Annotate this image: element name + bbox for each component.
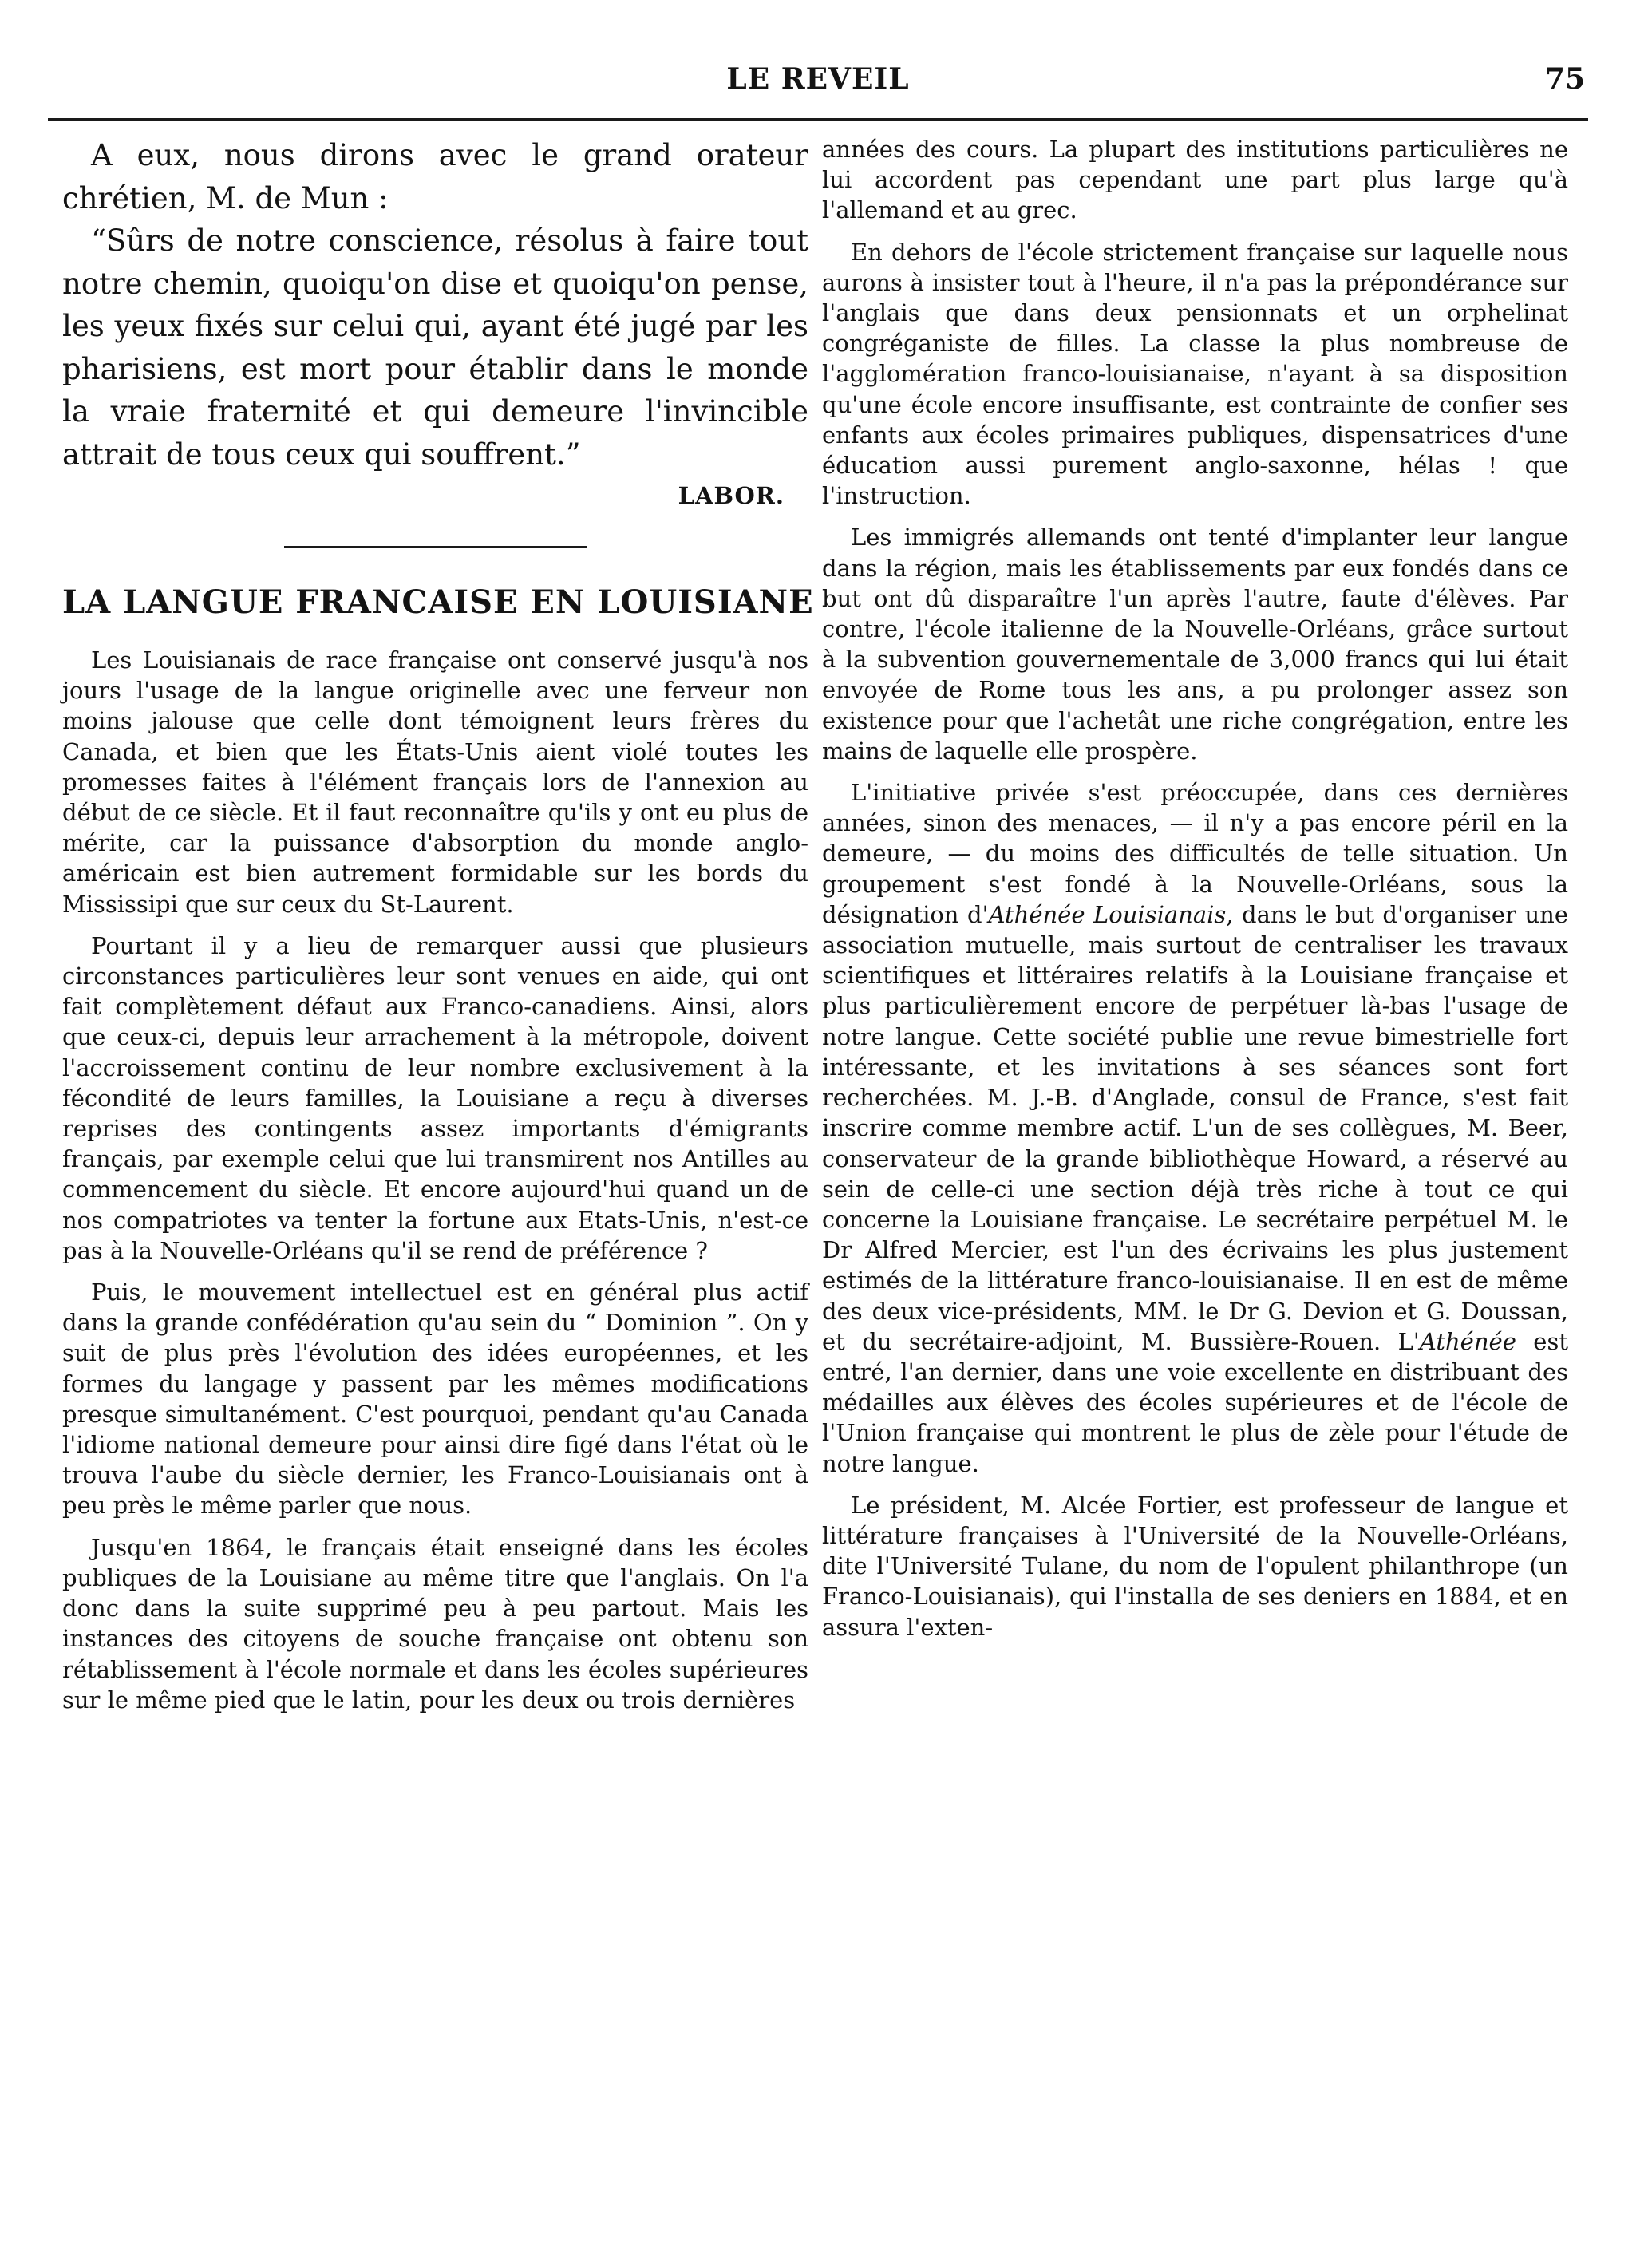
page-number: 75	[1544, 62, 1585, 96]
paragraph: Puis, le mouvement intellectuel est en général plus actif dans la grande confédération qu'au sein du “ Dominion ”. On y suit de plus près l'évolution des idées européennes, et les formes du langage y passent par les mêmes modifications presque simultanément. C'est pourquoi, pendant qu'au Canada l'idiome national demeure pour ainsi dire figé dans l'état où le trouva l'aube du siècle dernier, les Franco-Louisianais ont à peu près le même parler que nous.	[62, 1279, 808, 1520]
section-divider	[284, 546, 587, 548]
text-run: , dans le but d'organiser une association mutuelle, mais surtout de centraliser les travaux scientifiques et littéraires relatifs à la Louisiane française et plus particulièrement encore de perpétuer là-bas l'usage de notre langue. Cette société publie une revue bimestrielle fort intéressante, et les invitations à ses séances sont fort recherchées. M. J.-B. d'Anglade, consul de France, s'est fait inscrire comme membre actif. L'un de ses collègues, M. Beer, conservateur de la grande bibliothèque Howard, a réservé au sein de celle-ci une section déjà très riche à tout ce qui concerne la Louisiane française. Le secrétaire perpétuel M. le Dr Alfred Mercier, est l'un des écrivains les plus justement estimés de la littérature franco-louisianaise. Il en est de même des deux vice-présidents, MM. le Dr G. Devion et G. Doussan, et du secrétaire-adjoint, M. Bussière-Rouen. L'	[822, 900, 1569, 1355]
paragraph: Les immigrés allemands ont tenté d'implanter leur langue dans la région, mais les établissements par eux fondés dans ce but ont dû disparaître l'un après l'autre, faute d'élèves. Par contre, l'école italienne de la Nouvelle-Orléans, grâce surtout à la subvention gouvernementale de 3,000 francs qui lui était envoyée de Rome tous les ans, a pu prolonger assez son existence pour que l'achetât une riche congrégation, entre les mains de laquelle elle prospère.	[822, 524, 1568, 765]
paragraph: Les Louisianais de race française ont conservé jusqu'à nos jours l'usage de la langue originelle avec une ferveur non moins jalouse que celle dont témoignent leurs frères du Canada, et bien que les États-Unis aient violé toutes les promesses faites à l'élément français lors de l'annexion au début de ce siècle. Et il faut reconnaître qu'ils y ont eu plus de mérite, car la puissance d'absorption du monde anglo-américain est bien autrement formidable sur les bords du Mississipi que sur ceux du St-Laurent.	[62, 646, 808, 918]
quote-text: “Sûrs de notre conscience, résolus à faire tout notre chemin, quoiqu'on dise et quoiqu'on pense, les yeux fixés sur celui qui, ayant été jugé par les pharisiens, est mort pour établir dans le monde la vraie fraternité et qui demeure l'invincible attrait de tous ceux qui souffrent.”	[62, 223, 808, 472]
journal-title: LE REVEIL	[726, 62, 910, 96]
paragraph-athenee	[822, 777, 1568, 1479]
text-run: L'initiative privée s'est préoccupée, dans ces dernières années, sinon des menaces, — il n'y a pas encore péril en la demeure, — du moins des difficultés de telle situation. Un groupement s'est fondé à la Nouvelle-Orléans, sous la désignation d'	[822, 779, 1568, 928]
paragraph: Le président, M. Alcée Fortier, est professeur de langue et littérature françaises à l'Université de la Nouvelle-Orléans, dite l'Université Tulane, du nom de l'opulent philanthrope (un Franco-Louisianais), qui l'installa de ses deniers en 1884, et en assura l'exten-	[822, 1491, 1568, 1641]
paragraph: années des cours. La plupart des institutions particulières ne lui accordent pas cependant une part plus large qu'à l'allemand et au grec.	[822, 136, 1568, 224]
paragraph: Jusqu'en 1864, le français était enseigné dans les écoles publiques de la Louisiane au même titre que l'anglais. On l'a donc dans la suite supprimé peu à peu partout. Mais les instances des citoyens de souche française ont obtenu son rétablissement à l'école normale et dans les écoles supérieures sur le même pied que le latin, pour les deux ou trois dernières	[62, 1533, 808, 1713]
signature: LABOR.	[678, 482, 785, 509]
text-run: est entré, l'an dernier, dans une voie excellente en distribuant des médailles aux élèves des écoles supérieures et de l'école de l'Union française qui montrent le plus de zèle pour l'étude de notre langue.	[822, 1327, 1568, 1477]
left-column	[62, 134, 814, 1726]
section-title: LA LANGUE FRANCAISE EN LOUISIANE	[62, 583, 814, 621]
italic-title: Athénée	[1419, 1327, 1516, 1355]
right-column	[822, 134, 1568, 1654]
header-rule	[48, 118, 1588, 121]
quote-intro: A eux, nous dirons avec le grand orateur chrétien, M. de Mun :	[62, 138, 808, 215]
paragraph: En dehors de l'école strictement française sur laquelle nous aurons à insister tout à l'heure, il n'a pas la prépondérance sur l'anglais que dans deux pensionnats et un orphelinat congréganiste de filles. La classe la plus nombreuse de l'agglomération franco-louisianaise, n'ayant à sa disposition qu'une école encore insuffisante, est contrainte de confier ses enfants aux écoles primaires publiques, dispensatrices d'une éducation aussi purement anglo-saxonne, hélas ! que l'instruction.	[822, 238, 1568, 510]
paragraph: Pourtant il y a lieu de remarquer aussi que plusieurs circonstances particulières leur sont venues en aide, qui ont fait complètement défaut aux Franco-canadiens. Ainsi, alors que ceux-ci, depuis leur arrachement à la métropole, doivent l'accroissement continu de leur nombre exclusivement à la fécondité de leurs familles, la Louisiane a reçu à diverses reprises des contingents assez importants d'émigrants français, par exemple celui que lui transmirent nos Antilles au commencement du siècle. Et encore aujourd'hui quand un de nos compatriotes va tenter la fortune aux Etats-Unis, n'est-ce pas à la Nouvelle-Orléans qu'il se rend de préférence ?	[62, 931, 808, 1264]
italic-title: Athénée Louisianais	[988, 900, 1227, 928]
running-header	[48, 62, 1588, 102]
